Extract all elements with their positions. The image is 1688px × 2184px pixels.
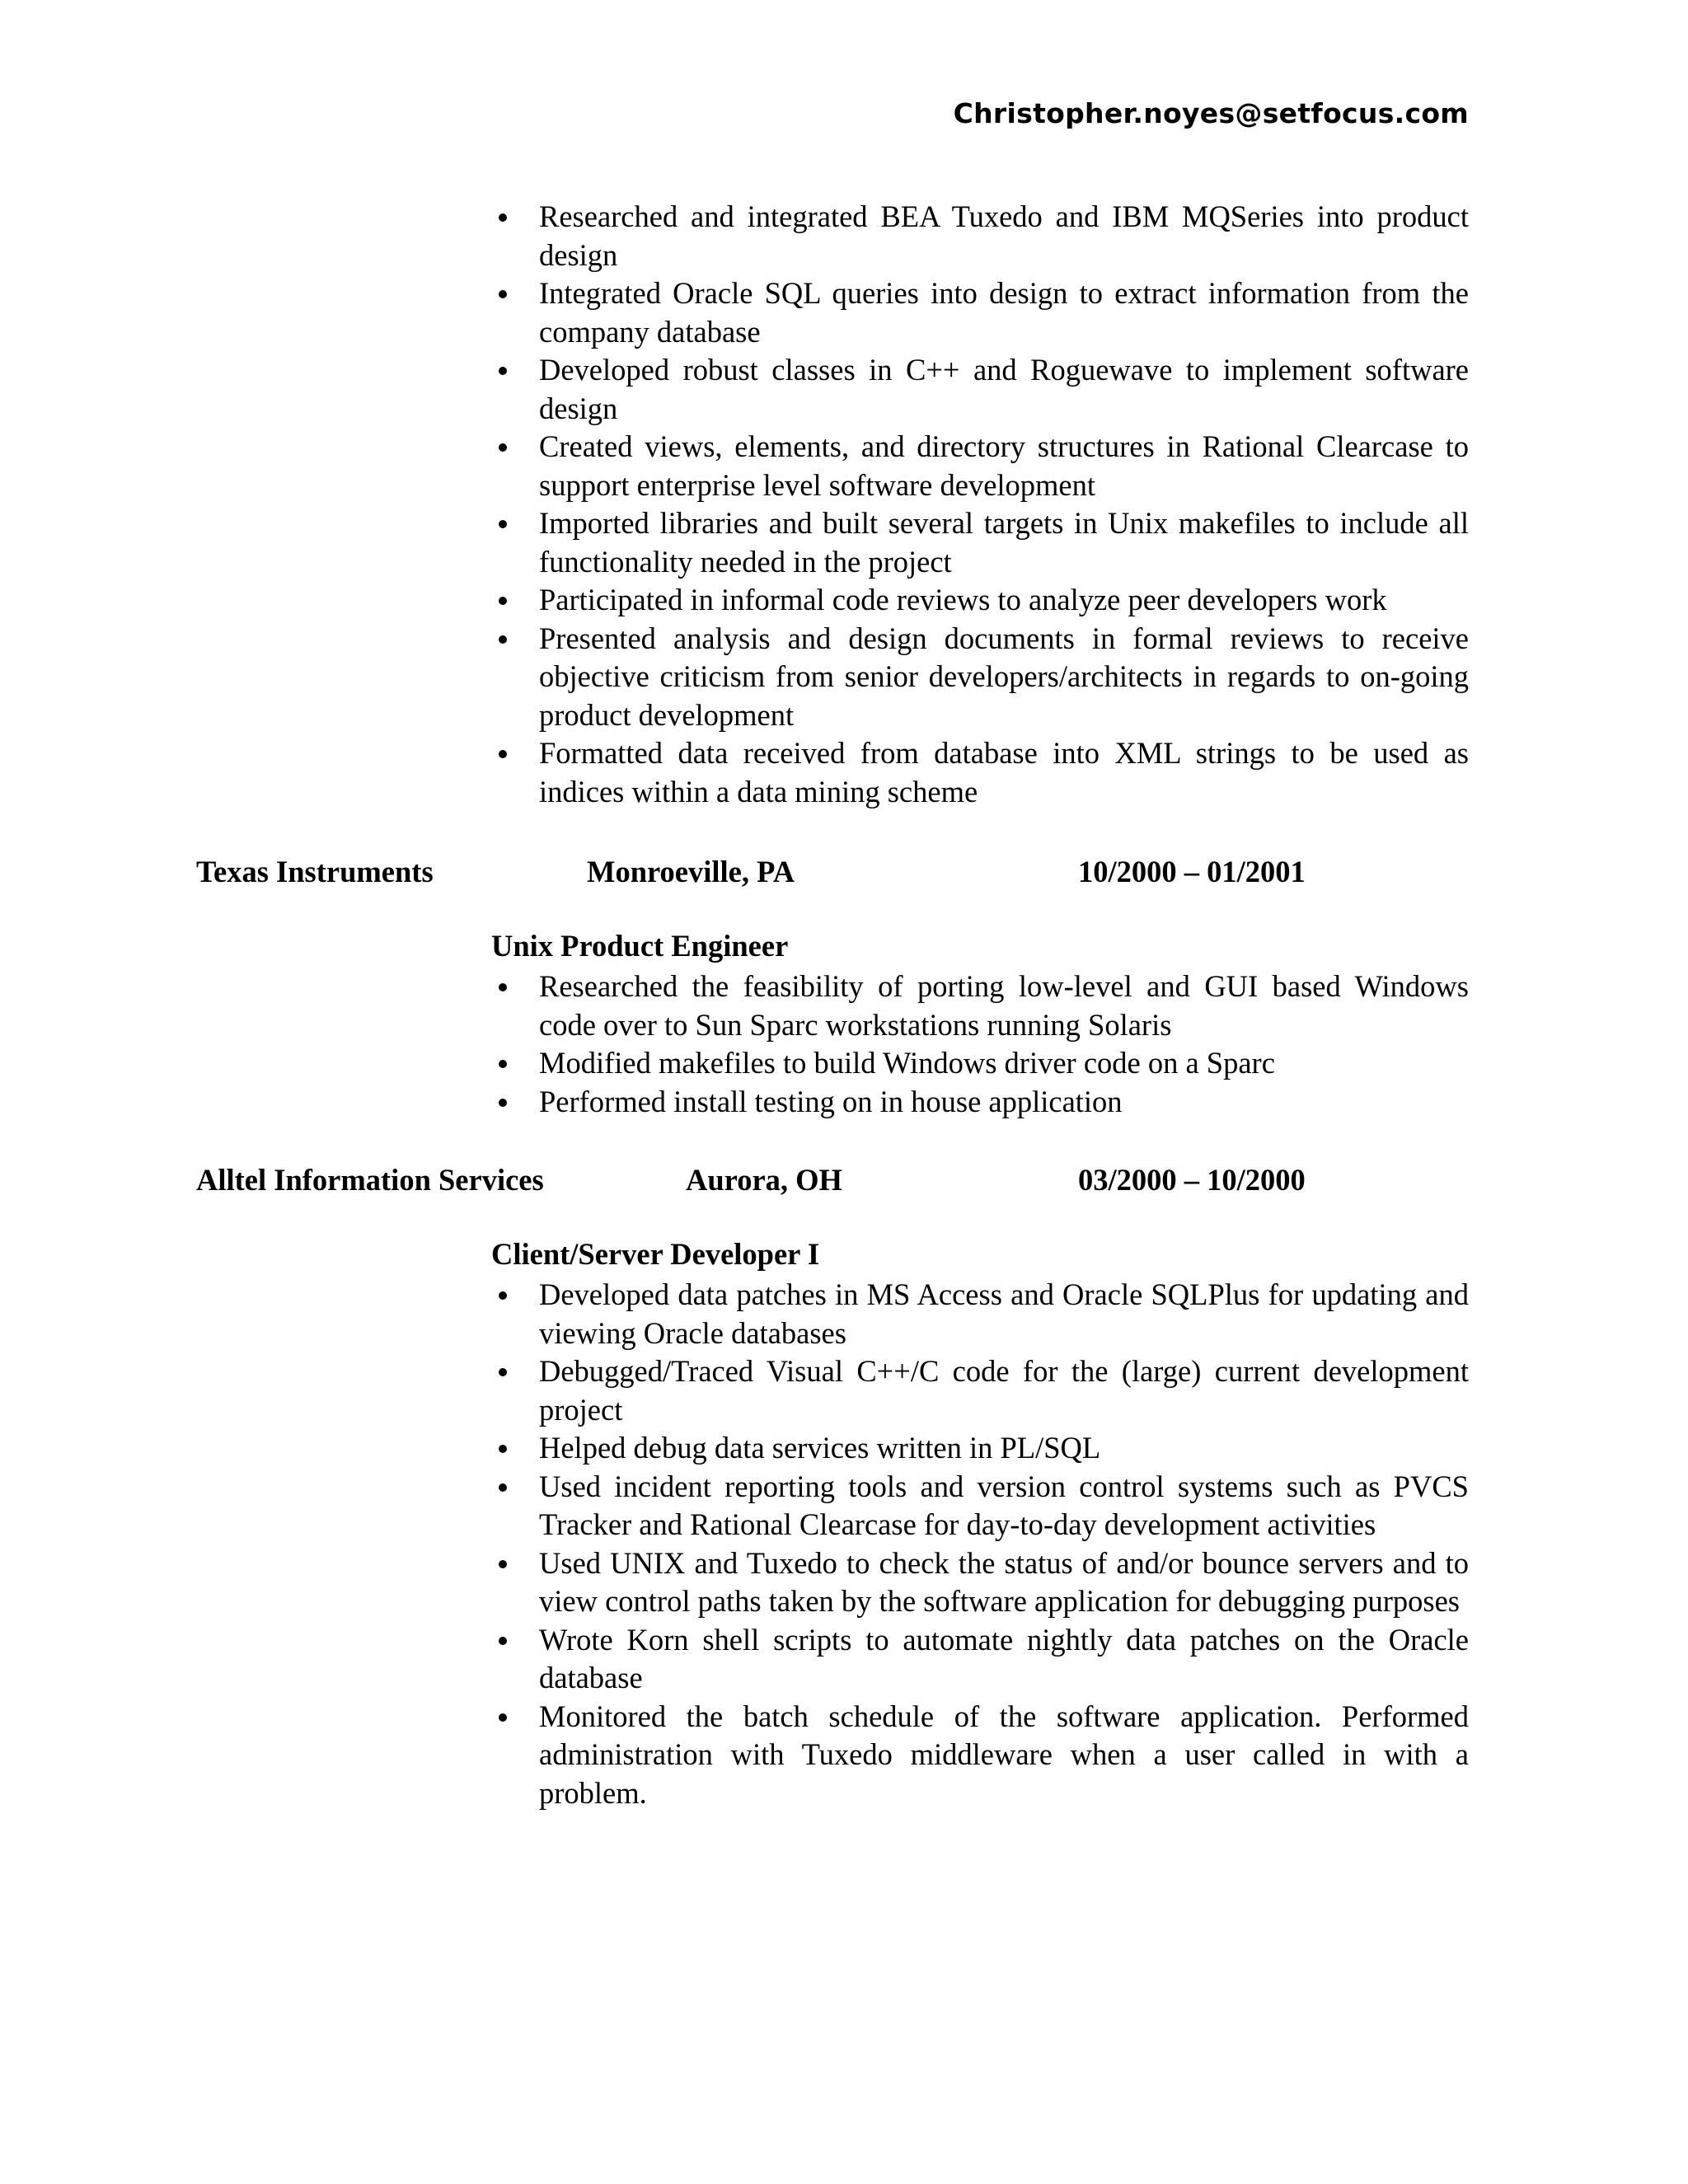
bullet-icon — [499, 983, 507, 991]
job-header-alltel — [196, 1162, 1482, 1203]
list-item: Developed robust classes in C++ and Roguewave to implement software design — [491, 351, 1469, 428]
bullet-icon — [499, 443, 507, 452]
list-item: Performed install testing on in house application — [491, 1083, 1469, 1122]
job-dates: 10/2000 – 01/2001 — [1078, 855, 1306, 888]
list-item: Researched the feasibility of porting low-level and GUI based Windows code over to Sun Sparc workstations running Solaris — [491, 968, 1469, 1044]
contact-email: Christopher.noyes@setfocus.com — [953, 97, 1469, 129]
bullet-icon — [499, 1713, 507, 1722]
list-item: Used incident reporting tools and version control systems such as PVCS Tracker and Rational Clearcase for day-to-day development activities — [491, 1468, 1469, 1544]
list-item: Wrote Korn shell scripts to automate nightly data patches on the Oracle database — [491, 1621, 1469, 1698]
job-location: Monroeville, PA — [587, 855, 795, 888]
bullet-icon — [499, 1445, 507, 1453]
bullet-icon — [499, 1483, 507, 1492]
list-item: Formatted data received from database into XML strings to be used as indices within a data mining scheme — [491, 734, 1469, 811]
bullet-icon — [499, 1291, 507, 1300]
company-name: Texas Instruments — [196, 855, 434, 888]
job-location: Aurora, OH — [686, 1163, 842, 1197]
bullet-icon — [499, 1060, 507, 1068]
bullet-icon — [499, 290, 507, 298]
list-item: Debugged/Traced Visual C++/C code for the (large) current development project — [491, 1352, 1469, 1429]
bullet-icon — [499, 1560, 507, 1568]
list-item: Participated in informal code reviews to analyze peer developers work — [491, 581, 1469, 620]
list-item: Developed data patches in MS Access and Oracle SQLPlus for updating and viewing Oracle databases — [491, 1276, 1469, 1352]
job-bullets-alltel — [491, 1276, 1469, 1812]
list-item: Monitored the batch schedule of the software application. Performed administration with Tuxedo middleware when a user called in with a problem. — [491, 1698, 1469, 1813]
job-bullets-texas-instruments — [491, 968, 1469, 1121]
list-item: Helped debug data services written in PL/SQL — [491, 1429, 1469, 1468]
list-item: Created views, elements, and directory structures in Rational Clearcase to support enterprise level software development — [491, 428, 1469, 504]
list-item: Integrated Oracle SQL queries into design to extract information from the company database — [491, 274, 1469, 351]
list-item: Researched and integrated BEA Tuxedo and IBM MQSeries into product design — [491, 198, 1469, 274]
bullet-icon — [499, 520, 507, 528]
bullet-icon — [499, 1368, 507, 1376]
job-title: Unix Product Engineer — [491, 929, 789, 963]
list-item: Presented analysis and design documents in formal reviews to receive objective criticism from senior developers/architects in regards to on-going product development — [491, 620, 1469, 735]
bullet-icon — [499, 750, 507, 758]
previous-job-bullets — [491, 198, 1469, 811]
bullet-icon — [499, 1099, 507, 1107]
bullet-icon — [499, 213, 507, 222]
job-title: Client/Server Developer I — [491, 1237, 820, 1271]
list-item: Imported libraries and built several targets in Unix makefiles to include all functionality needed in the project — [491, 504, 1469, 581]
bullet-icon — [499, 1637, 507, 1645]
bullet-icon — [499, 367, 507, 375]
job-dates: 03/2000 – 10/2000 — [1078, 1163, 1306, 1197]
list-item: Used UNIX and Tuxedo to check the status of and/or bounce servers and to view control paths taken by the software application for debugging purposes — [491, 1544, 1469, 1621]
bullet-icon — [499, 597, 507, 605]
bullet-icon — [499, 635, 507, 644]
job-header-texas-instruments — [196, 854, 1482, 895]
list-item: Modified makefiles to build Windows driver code on a Sparc — [491, 1044, 1469, 1083]
company-name: Alltel Information Services — [196, 1163, 544, 1197]
